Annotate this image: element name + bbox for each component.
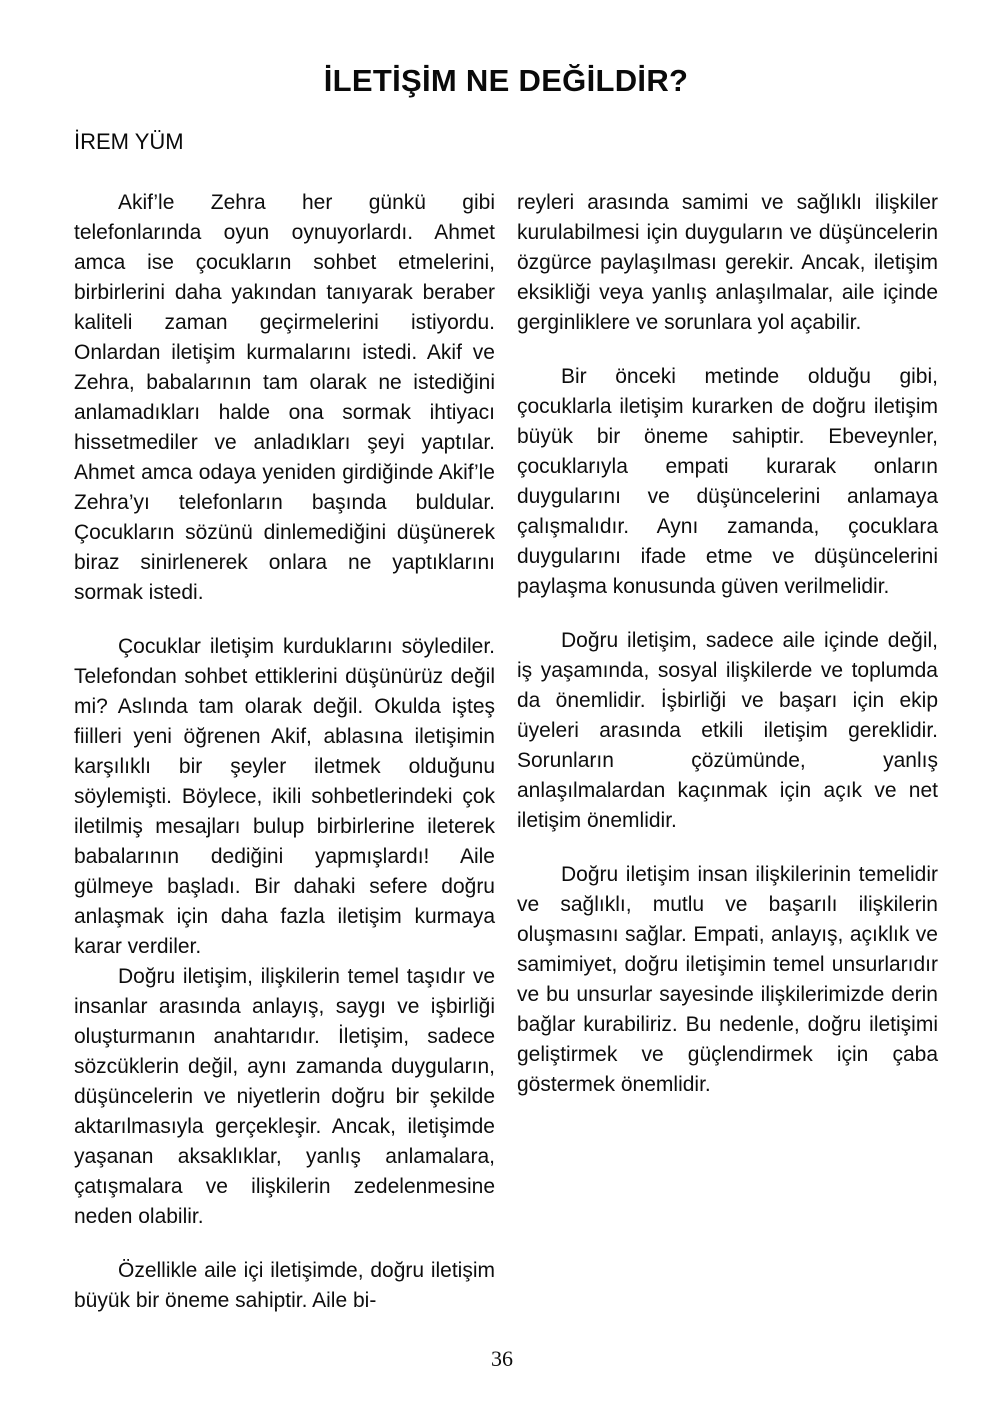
paragraph: Doğru iletişim, sadece aile içinde değil, iş yaşamında, sosyal ilişkilerde ve toplumda da önemlidir. İşbirliği ve başarı için ekip üyeleri arasında etkili iletişim gereklidir. Sorunların çözümünde, yanlış anlaşılmalardan kaçınmak için açık ve net iletişim önemlidir. [517,629,938,832]
paragraph: Doğru iletişim insan ilişkilerinin temelidir ve sağlıklı, mutlu ve başarılı ilişkilerin oluşmasını sağlar. Empati, anlayış, açıklık ve samimiyet, doğru iletişimin temel unsurlarıdır ve bu unsurlar sayesinde ilişkilerimizde derin bağlar kurabiliriz. Bu nedenle, doğru iletişimi geliştirmek ve güçlendirmek için çaba göstermek önemlidir. [517,863,938,1096]
paragraph: Özellikle aile içi iletişimde, doğru iletişim büyük bir öneme sahiptir. Aile bi- [74,1259,495,1312]
page-number: 36 [491,1346,513,1371]
paragraph: Akif’le Zehra her günkü gibi telefonlarında oyun oynuyorlardı. Ahmet amca ise çocukların sohbet etmelerini, birbirlerini daha yakından tanıyarak beraber kaliteli zaman geçirmelerini istiyordu. Onlardan iletişim kurmalarını istedi. Akif ve Zehra, babalarının tam olarak ne istediğini anlamadıkları halde ona sormak ihtiyacı hissetmediler ve anladıkları şeyi yaptılar. Ahmet amca odaya yeniden girdiğinde Akif’le Zehra’yı telefonların başında buldular. Çocukların sözünü dinlemediğini düşünerek biraz sinirlenerek onlara ne yaptıklarını sormak istedi. [74,191,495,604]
paragraph: Doğru iletişim, ilişkilerin temel taşıdır ve insanlar arasında anlayış, saygı ve işbirliği oluşturmanın anahtarıdır. İletişim, sadece sözcüklerin değil, aynı zamanda duyguların, düşüncelerin ve niyetlerin doğru bir şekilde aktarılmasıyla gerçekleşir. Ancak, iletişimde yaşanan aksaklıklar, yanlış anlamalara, çatışmalara ve ilişkilerin zedelenmesine neden olabilir. [74,965,495,1228]
right-column [517,188,938,1316]
paragraph: reyleri arasında samimi ve sağlıklı ilişkiler kurulabilmesi için duyguların ve düşüncelerin özgürce paylaşılması gerekir. Ancak, iletişim eksikliği veya yanlış anlaşılmalar, aile içinde gerginliklere ve sorunlara yol açabilir. [517,191,938,334]
two-column-body [74,188,938,1316]
left-column [74,188,495,1316]
author-name: İREM YÜM [74,129,184,154]
page-title: İLETİŞİM NE DEĞİLDİR? [323,63,689,98]
paragraph: Çocuklar iletişim kurduklarını söylediler. Telefondan sohbet ettiklerini düşünürüz değil mi? Aslında tam olarak değil. Okulda işteş fiilleri yeni öğrenen Akif, ablasına iletişimin karşılıklı bir şeyler iletmek olduğunu söylemişti. Böylece, ikili sohbetlerindeki çok iletilmiş mesajları bulup birbirlerine ileterek babalarının dediğini yapmışlardı! Aile gülmeye başladı. Bir dahaki sefere doğru anlaşmak için daha fazla iletişim kurmaya karar verdiler. [74,635,495,958]
paragraph: Bir önceki metinde olduğu gibi, çocuklarla iletişim kurarken de doğru iletişim büyük bir öneme sahiptir. Ebeveynler, çocuklarıyla empati kurarak onların duygularını ve düşüncelerini anlamaya çalışmalıdır. Aynı zamanda, çocuklara duygularını ifade etme ve düşüncelerini paylaşma konusunda güven verilmelidir. [517,365,938,598]
